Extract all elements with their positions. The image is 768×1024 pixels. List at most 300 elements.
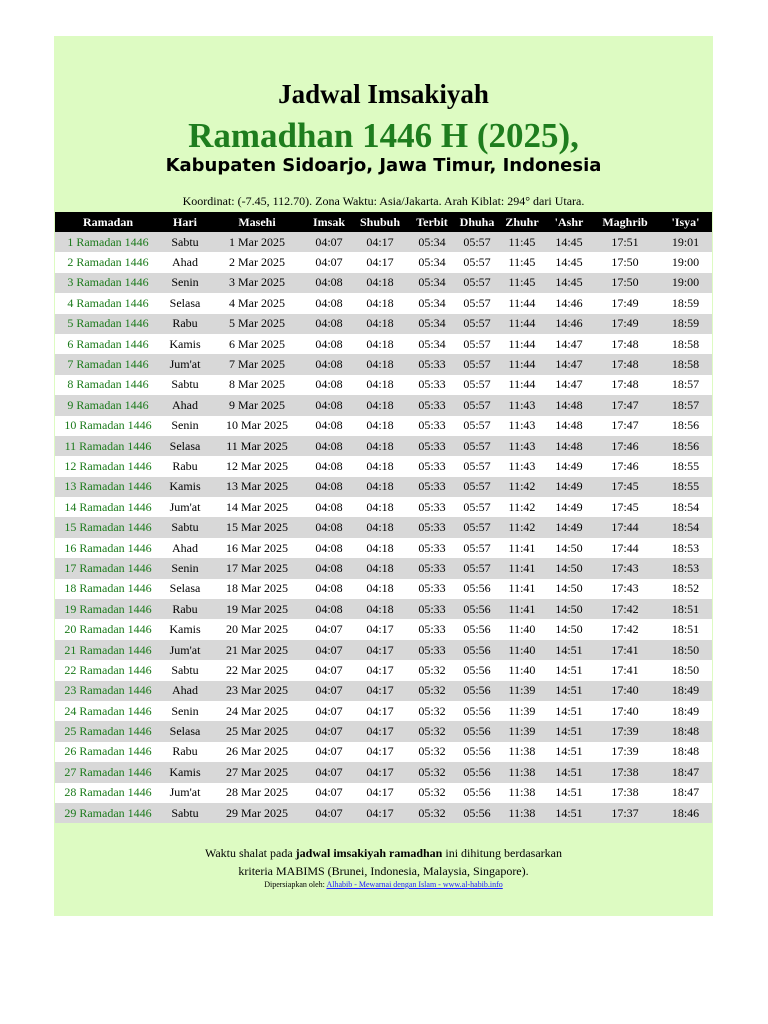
table-row (55, 354, 712, 374)
shubuh-time-cell: 04:17 (353, 803, 407, 823)
dhuha-time-cell: 05:56 (457, 742, 497, 762)
credit-prefix: Dipersiapkan oleh: (264, 880, 327, 889)
column-header: Zhuhr (497, 212, 547, 232)
zhuhr-time-cell: 11:40 (497, 640, 547, 660)
shubuh-time-cell: 04:17 (353, 619, 407, 639)
ramadan-day-cell: 9 Ramadan 1446 (55, 395, 161, 415)
weekday-cell: Sabtu (161, 375, 209, 395)
ramadan-day-cell: 21 Ramadan 1446 (55, 640, 161, 660)
dhuha-time-cell: 05:56 (457, 762, 497, 782)
dhuha-time-cell: 05:57 (457, 293, 497, 313)
gregorian-date-cell: 8 Mar 2025 (209, 375, 305, 395)
gregorian-date-cell: 6 Mar 2025 (209, 334, 305, 354)
table-row (55, 456, 712, 476)
weekday-cell: Ahad (161, 538, 209, 558)
dhuha-time-cell: 05:56 (457, 803, 497, 823)
maghrib-time-cell: 17:43 (591, 558, 659, 578)
zhuhr-time-cell: 11:44 (497, 334, 547, 354)
weekday-cell: Selasa (161, 721, 209, 741)
maghrib-time-cell: 17:38 (591, 762, 659, 782)
column-header: Dhuha (457, 212, 497, 232)
terbit-time-cell: 05:33 (407, 436, 457, 456)
imsak-time-cell: 04:08 (305, 375, 353, 395)
imsak-time-cell: 04:08 (305, 354, 353, 374)
gregorian-date-cell: 29 Mar 2025 (209, 803, 305, 823)
maghrib-time-cell: 17:48 (591, 375, 659, 395)
gregorian-date-cell: 2 Mar 2025 (209, 252, 305, 272)
imsak-time-cell: 04:07 (305, 681, 353, 701)
ramadan-day-cell: 16 Ramadan 1446 (55, 538, 161, 558)
gregorian-date-cell: 9 Mar 2025 (209, 395, 305, 415)
weekday-cell: Jum'at (161, 497, 209, 517)
credit-line (54, 879, 713, 891)
gregorian-date-cell: 21 Mar 2025 (209, 640, 305, 660)
weekday-cell: Sabtu (161, 660, 209, 680)
weekday-cell: Selasa (161, 293, 209, 313)
shubuh-time-cell: 04:17 (353, 681, 407, 701)
terbit-time-cell: 05:33 (407, 477, 457, 497)
gregorian-date-cell: 13 Mar 2025 (209, 477, 305, 497)
zhuhr-time-cell: 11:42 (497, 497, 547, 517)
maghrib-time-cell: 17:37 (591, 803, 659, 823)
ashr-time-cell: 14:45 (547, 232, 591, 252)
imsak-time-cell: 04:07 (305, 742, 353, 762)
table-row (55, 314, 712, 334)
maghrib-time-cell: 17:49 (591, 293, 659, 313)
terbit-time-cell: 05:34 (407, 334, 457, 354)
dhuha-time-cell: 05:57 (457, 538, 497, 558)
imsak-time-cell: 04:07 (305, 252, 353, 272)
ashr-time-cell: 14:46 (547, 293, 591, 313)
gregorian-date-cell: 5 Mar 2025 (209, 314, 305, 334)
shubuh-time-cell: 04:17 (353, 783, 407, 803)
zhuhr-time-cell: 11:43 (497, 436, 547, 456)
dhuha-time-cell: 05:57 (457, 395, 497, 415)
weekday-cell: Jum'at (161, 640, 209, 660)
imsak-time-cell: 04:07 (305, 640, 353, 660)
weekday-cell: Sabtu (161, 803, 209, 823)
table-row (55, 721, 712, 741)
imsak-time-cell: 04:08 (305, 395, 353, 415)
footer-note-prefix: Waktu shalat pada (204, 846, 296, 860)
zhuhr-time-cell: 11:39 (497, 681, 547, 701)
isya-time-cell: 18:48 (659, 721, 712, 741)
weekday-cell: Kamis (161, 619, 209, 639)
table-row (55, 803, 712, 823)
weekday-cell: Kamis (161, 762, 209, 782)
ashr-time-cell: 14:49 (547, 456, 591, 476)
maghrib-time-cell: 17:41 (591, 640, 659, 660)
isya-time-cell: 18:56 (659, 436, 712, 456)
terbit-time-cell: 05:34 (407, 293, 457, 313)
zhuhr-time-cell: 11:38 (497, 803, 547, 823)
ramadan-day-cell: 22 Ramadan 1446 (55, 660, 161, 680)
weekday-cell: Senin (161, 558, 209, 578)
maghrib-time-cell: 17:46 (591, 456, 659, 476)
zhuhr-time-cell: 11:39 (497, 701, 547, 721)
dhuha-time-cell: 05:57 (457, 477, 497, 497)
ashr-time-cell: 14:50 (547, 538, 591, 558)
dhuha-time-cell: 05:57 (457, 354, 497, 374)
terbit-time-cell: 05:33 (407, 416, 457, 436)
dhuha-time-cell: 05:57 (457, 456, 497, 476)
maghrib-time-cell: 17:51 (591, 232, 659, 252)
ashr-time-cell: 14:48 (547, 395, 591, 415)
ramadan-day-cell: 4 Ramadan 1446 (55, 293, 161, 313)
shubuh-time-cell: 04:17 (353, 660, 407, 680)
shubuh-time-cell: 04:18 (353, 456, 407, 476)
terbit-time-cell: 05:34 (407, 232, 457, 252)
zhuhr-time-cell: 11:42 (497, 477, 547, 497)
isya-time-cell: 18:51 (659, 599, 712, 619)
dhuha-time-cell: 05:57 (457, 558, 497, 578)
terbit-time-cell: 05:33 (407, 640, 457, 660)
dhuha-time-cell: 05:57 (457, 416, 497, 436)
table-row (55, 517, 712, 537)
isya-time-cell: 18:53 (659, 538, 712, 558)
zhuhr-time-cell: 11:44 (497, 314, 547, 334)
imsak-time-cell: 04:08 (305, 314, 353, 334)
shubuh-time-cell: 04:18 (353, 354, 407, 374)
ashr-time-cell: 14:48 (547, 436, 591, 456)
ramadan-day-cell: 2 Ramadan 1446 (55, 252, 161, 272)
ramadan-day-cell: 19 Ramadan 1446 (55, 599, 161, 619)
imsak-time-cell: 04:08 (305, 456, 353, 476)
maghrib-time-cell: 17:45 (591, 497, 659, 517)
gregorian-date-cell: 7 Mar 2025 (209, 354, 305, 374)
maghrib-time-cell: 17:40 (591, 681, 659, 701)
dhuha-time-cell: 05:57 (457, 497, 497, 517)
shubuh-time-cell: 04:18 (353, 314, 407, 334)
ramadan-day-cell: 25 Ramadan 1446 (55, 721, 161, 741)
zhuhr-time-cell: 11:43 (497, 395, 547, 415)
isya-time-cell: 18:54 (659, 497, 712, 517)
ramadan-day-cell: 29 Ramadan 1446 (55, 803, 161, 823)
isya-time-cell: 18:52 (659, 579, 712, 599)
page-title: Jadwal Imsakiyah (278, 79, 489, 109)
terbit-time-cell: 05:32 (407, 721, 457, 741)
table-row (55, 293, 712, 313)
shubuh-time-cell: 04:18 (353, 293, 407, 313)
isya-time-cell: 18:51 (659, 619, 712, 639)
isya-time-cell: 18:55 (659, 477, 712, 497)
table-row (55, 273, 712, 293)
gregorian-date-cell: 20 Mar 2025 (209, 619, 305, 639)
gregorian-date-cell: 14 Mar 2025 (209, 497, 305, 517)
weekday-cell: Sabtu (161, 517, 209, 537)
ramadan-day-cell: 23 Ramadan 1446 (55, 681, 161, 701)
terbit-time-cell: 05:34 (407, 273, 457, 293)
ashr-time-cell: 14:51 (547, 701, 591, 721)
shubuh-time-cell: 04:17 (353, 701, 407, 721)
shubuh-time-cell: 04:17 (353, 640, 407, 660)
ramadan-day-cell: 10 Ramadan 1446 (55, 416, 161, 436)
footer-criteria: kriteria MABIMS (Brunei, Indonesia, Malaysia, Singapore). (238, 864, 529, 878)
imsak-time-cell: 04:07 (305, 721, 353, 741)
table-row (55, 436, 712, 456)
shubuh-time-cell: 04:18 (353, 497, 407, 517)
imsak-time-cell: 04:07 (305, 232, 353, 252)
imsak-time-cell: 04:08 (305, 416, 353, 436)
imsak-time-cell: 04:08 (305, 334, 353, 354)
coordinates-info: Koordinat: (-7.45, 112.70). Zona Waktu: Asia/Jakarta. Arah Kiblat: 294° dari Utara. (182, 194, 585, 208)
ashr-time-cell: 14:51 (547, 640, 591, 660)
ramadan-day-cell: 11 Ramadan 1446 (55, 436, 161, 456)
weekday-cell: Ahad (161, 252, 209, 272)
column-header: Masehi (209, 212, 305, 232)
isya-time-cell: 18:57 (659, 395, 712, 415)
imsak-time-cell: 04:08 (305, 558, 353, 578)
gregorian-date-cell: 12 Mar 2025 (209, 456, 305, 476)
shubuh-time-cell: 04:17 (353, 762, 407, 782)
table-row (55, 681, 712, 701)
maghrib-time-cell: 17:45 (591, 477, 659, 497)
ramadan-day-cell: 13 Ramadan 1446 (55, 477, 161, 497)
ramadan-day-cell: 15 Ramadan 1446 (55, 517, 161, 537)
dhuha-time-cell: 05:56 (457, 783, 497, 803)
terbit-time-cell: 05:32 (407, 660, 457, 680)
shubuh-time-cell: 04:18 (353, 334, 407, 354)
terbit-time-cell: 05:33 (407, 538, 457, 558)
terbit-time-cell: 05:32 (407, 783, 457, 803)
isya-time-cell: 18:59 (659, 314, 712, 334)
maghrib-time-cell: 17:50 (591, 273, 659, 293)
page-subtitle: Ramadhan 1446 H (2025), (188, 116, 579, 155)
terbit-time-cell: 05:33 (407, 395, 457, 415)
ashr-time-cell: 14:50 (547, 619, 591, 639)
ashr-time-cell: 14:49 (547, 517, 591, 537)
shubuh-time-cell: 04:18 (353, 436, 407, 456)
shubuh-time-cell: 04:18 (353, 558, 407, 578)
isya-time-cell: 18:56 (659, 416, 712, 436)
imsak-time-cell: 04:07 (305, 701, 353, 721)
ashr-time-cell: 14:50 (547, 558, 591, 578)
gregorian-date-cell: 4 Mar 2025 (209, 293, 305, 313)
shubuh-time-cell: 04:18 (353, 477, 407, 497)
imsak-time-cell: 04:08 (305, 436, 353, 456)
column-header: Imsak (305, 212, 353, 232)
gregorian-date-cell: 10 Mar 2025 (209, 416, 305, 436)
zhuhr-time-cell: 11:41 (497, 599, 547, 619)
gregorian-date-cell: 1 Mar 2025 (209, 232, 305, 252)
imsak-time-cell: 04:08 (305, 273, 353, 293)
table-body (55, 232, 712, 823)
footer-note (54, 844, 713, 862)
imsak-time-cell: 04:08 (305, 293, 353, 313)
maghrib-time-cell: 17:43 (591, 579, 659, 599)
isya-time-cell: 18:46 (659, 803, 712, 823)
ramadan-day-cell: 27 Ramadan 1446 (55, 762, 161, 782)
maghrib-time-cell: 17:42 (591, 619, 659, 639)
gregorian-date-cell: 16 Mar 2025 (209, 538, 305, 558)
ashr-time-cell: 14:47 (547, 334, 591, 354)
maghrib-time-cell: 17:39 (591, 742, 659, 762)
zhuhr-time-cell: 11:43 (497, 416, 547, 436)
isya-time-cell: 18:47 (659, 762, 712, 782)
table-row (55, 232, 712, 252)
imsak-time-cell: 04:07 (305, 762, 353, 782)
imsak-time-cell: 04:08 (305, 497, 353, 517)
ashr-time-cell: 14:51 (547, 803, 591, 823)
maghrib-time-cell: 17:41 (591, 660, 659, 680)
isya-time-cell: 18:48 (659, 742, 712, 762)
ashr-time-cell: 14:45 (547, 252, 591, 272)
table-row (55, 783, 712, 803)
table-row (55, 619, 712, 639)
maghrib-time-cell: 17:46 (591, 436, 659, 456)
isya-time-cell: 18:50 (659, 660, 712, 680)
weekday-cell: Senin (161, 416, 209, 436)
dhuha-time-cell: 05:57 (457, 517, 497, 537)
isya-time-cell: 18:58 (659, 354, 712, 374)
column-header: 'Isya' (659, 212, 712, 232)
dhuha-time-cell: 05:56 (457, 721, 497, 741)
weekday-cell: Rabu (161, 599, 209, 619)
shubuh-time-cell: 04:18 (353, 517, 407, 537)
ashr-time-cell: 14:51 (547, 762, 591, 782)
ramadan-day-cell: 3 Ramadan 1446 (55, 273, 161, 293)
weekday-cell: Sabtu (161, 232, 209, 252)
ramadan-day-cell: 8 Ramadan 1446 (55, 375, 161, 395)
gregorian-date-cell: 28 Mar 2025 (209, 783, 305, 803)
shubuh-time-cell: 04:18 (353, 538, 407, 558)
terbit-time-cell: 05:33 (407, 456, 457, 476)
gregorian-date-cell: 19 Mar 2025 (209, 599, 305, 619)
ramadan-day-cell: 12 Ramadan 1446 (55, 456, 161, 476)
ramadan-day-cell: 18 Ramadan 1446 (55, 579, 161, 599)
ashr-time-cell: 14:50 (547, 579, 591, 599)
terbit-time-cell: 05:32 (407, 742, 457, 762)
zhuhr-time-cell: 11:40 (497, 619, 547, 639)
schedule-table (55, 212, 712, 823)
terbit-time-cell: 05:34 (407, 314, 457, 334)
imsak-time-cell: 04:08 (305, 477, 353, 497)
dhuha-time-cell: 05:56 (457, 701, 497, 721)
terbit-time-cell: 05:34 (407, 252, 457, 272)
shubuh-time-cell: 04:17 (353, 252, 407, 272)
imsak-time-cell: 04:08 (305, 517, 353, 537)
ashr-time-cell: 14:51 (547, 721, 591, 741)
weekday-cell: Jum'at (161, 783, 209, 803)
isya-time-cell: 18:54 (659, 517, 712, 537)
ashr-time-cell: 14:51 (547, 783, 591, 803)
maghrib-time-cell: 17:48 (591, 334, 659, 354)
ashr-time-cell: 14:51 (547, 742, 591, 762)
maghrib-time-cell: 17:47 (591, 395, 659, 415)
table-row (55, 477, 712, 497)
zhuhr-time-cell: 11:45 (497, 252, 547, 272)
gregorian-date-cell: 27 Mar 2025 (209, 762, 305, 782)
table-row (55, 334, 712, 354)
zhuhr-time-cell: 11:45 (497, 232, 547, 252)
imsak-time-cell: 04:07 (305, 660, 353, 680)
imsak-time-cell: 04:08 (305, 579, 353, 599)
imsak-time-cell: 04:07 (305, 619, 353, 639)
maghrib-time-cell: 17:40 (591, 701, 659, 721)
shubuh-time-cell: 04:17 (353, 742, 407, 762)
dhuha-time-cell: 05:56 (457, 599, 497, 619)
zhuhr-time-cell: 11:41 (497, 538, 547, 558)
weekday-cell: Rabu (161, 742, 209, 762)
column-header: Maghrib (591, 212, 659, 232)
zhuhr-time-cell: 11:38 (497, 783, 547, 803)
terbit-time-cell: 05:33 (407, 599, 457, 619)
maghrib-time-cell: 17:44 (591, 517, 659, 537)
shubuh-time-cell: 04:18 (353, 273, 407, 293)
zhuhr-time-cell: 11:42 (497, 517, 547, 537)
ashr-time-cell: 14:47 (547, 375, 591, 395)
dhuha-time-cell: 05:57 (457, 252, 497, 272)
column-header: Hari (161, 212, 209, 232)
isya-time-cell: 18:58 (659, 334, 712, 354)
dhuha-time-cell: 05:57 (457, 334, 497, 354)
table-row (55, 416, 712, 436)
ramadan-day-cell: 14 Ramadan 1446 (55, 497, 161, 517)
maghrib-time-cell: 17:47 (591, 416, 659, 436)
gregorian-date-cell: 24 Mar 2025 (209, 701, 305, 721)
ramadan-day-cell: 6 Ramadan 1446 (55, 334, 161, 354)
ramadan-day-cell: 28 Ramadan 1446 (55, 783, 161, 803)
isya-time-cell: 18:53 (659, 558, 712, 578)
dhuha-time-cell: 05:56 (457, 619, 497, 639)
footer-note-suffix: ini dihitung berdasarkan (442, 846, 562, 860)
gregorian-date-cell: 3 Mar 2025 (209, 273, 305, 293)
isya-time-cell: 18:49 (659, 681, 712, 701)
zhuhr-time-cell: 11:44 (497, 375, 547, 395)
table-row (55, 558, 712, 578)
terbit-time-cell: 05:33 (407, 558, 457, 578)
ashr-time-cell: 14:50 (547, 599, 591, 619)
zhuhr-time-cell: 11:41 (497, 579, 547, 599)
table-row (55, 762, 712, 782)
table-row (55, 640, 712, 660)
dhuha-time-cell: 05:56 (457, 681, 497, 701)
zhuhr-time-cell: 11:40 (497, 660, 547, 680)
maghrib-time-cell: 17:44 (591, 538, 659, 558)
dhuha-time-cell: 05:56 (457, 579, 497, 599)
table-row (55, 599, 712, 619)
location-label: Kabupaten Sidoarjo, Jawa Timur, Indonesia (165, 155, 602, 176)
ashr-time-cell: 14:49 (547, 497, 591, 517)
ramadan-day-cell: 5 Ramadan 1446 (55, 314, 161, 334)
terbit-time-cell: 05:33 (407, 497, 457, 517)
dhuha-time-cell: 05:56 (457, 640, 497, 660)
dhuha-time-cell: 05:57 (457, 232, 497, 252)
isya-time-cell: 19:00 (659, 273, 712, 293)
weekday-cell: Jum'at (161, 354, 209, 374)
credit-link[interactable]: Alhabib - Mewarnai dengan Islam - www.al-habib.info (326, 880, 503, 889)
isya-time-cell: 18:55 (659, 456, 712, 476)
ashr-time-cell: 14:49 (547, 477, 591, 497)
zhuhr-time-cell: 11:44 (497, 293, 547, 313)
ashr-time-cell: 14:45 (547, 273, 591, 293)
weekday-cell: Senin (161, 273, 209, 293)
table-row (55, 742, 712, 762)
table-row (55, 395, 712, 415)
weekday-cell: Selasa (161, 579, 209, 599)
shubuh-time-cell: 04:18 (353, 579, 407, 599)
dhuha-time-cell: 05:57 (457, 375, 497, 395)
gregorian-date-cell: 17 Mar 2025 (209, 558, 305, 578)
table-row (55, 538, 712, 558)
weekday-cell: Rabu (161, 456, 209, 476)
weekday-cell: Ahad (161, 681, 209, 701)
ashr-time-cell: 14:46 (547, 314, 591, 334)
maghrib-time-cell: 17:39 (591, 721, 659, 741)
terbit-time-cell: 05:32 (407, 762, 457, 782)
ramadan-day-cell: 26 Ramadan 1446 (55, 742, 161, 762)
terbit-time-cell: 05:33 (407, 619, 457, 639)
